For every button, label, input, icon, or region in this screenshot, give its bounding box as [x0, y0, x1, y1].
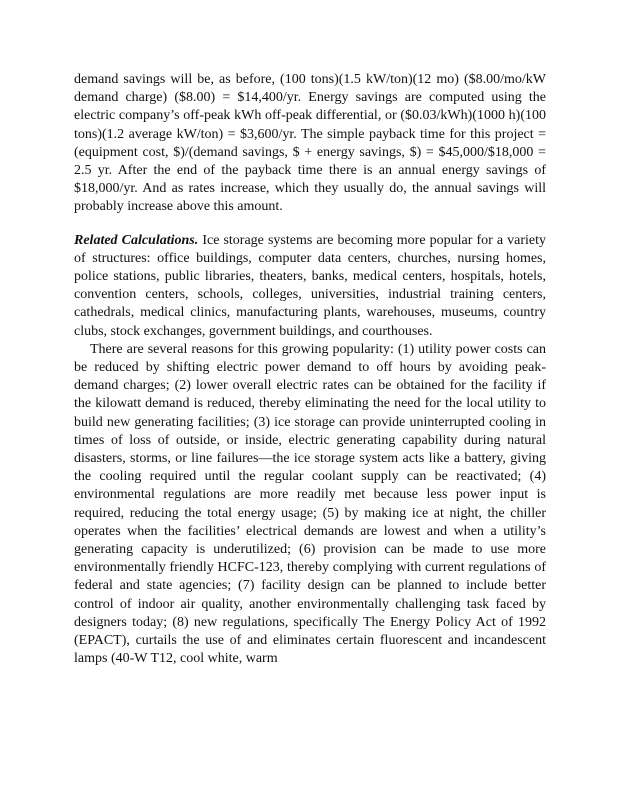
paragraph-payback-calculation: demand savings will be, as before, (100 tons)(1.5 kW/ton)(12 mo) ($8.00/mo/kW demand charge) ($8.00) = $14,400/yr. Energy savings are computed using the electric company’s off-peak kWh off-peak differential, or ($0.03/kWh)(1000 h)(100 tons)(1.2 average kW/ton) = $3,600/yr. The simple payback time for this project = (equipment cost, $)/(demand savings, $ + energy savings, $) = $45,000/$18,000 = 2.5 yr. After the end of the payback time there is an annual energy savings of $18,000/yr. And as rates increase, which they usually do, the annual savings will probably increase above this amount. — [74, 72, 546, 215]
paragraph-related-calculations — [74, 232, 546, 341]
paragraph-related-calculations-text: Ice storage systems are becoming more popular for a variety of structures: office buildings, computer data centers, churches, nursing homes, police stations, public libraries, theaters, banks, medical centers, hospitals, hotels, convention centers, schools, colleges, universities, industrial training centers, cathedrals, medical clinics, manufacturing plants, warehouses, museums, country clubs, stock exchanges, government buildings, and courthouses. — [74, 232, 546, 339]
document-page — [74, 71, 546, 669]
paragraph-reasons-list: There are several reasons for this growing popularity: (1) utility power costs can be reduced by shifting electric power demand to off hours by avoiding peak-demand charges; (2) lower overall electric rates can be obtained for the facility if the kilowatt demand is reduced, thereby eliminating the need for the local utility to build new generating facilities; (3) ice storage can provide uninterrupted cooling in times of loss of outside, or inside, electric generating capability during natural disasters, storms, or line failures—the ice storage system acts like a battery, giving the cooling required until the regular coolant supply can be reactivated; (4) environmental regulations are more readily met because less power input is required, reducing the total energy usage; (5) by making ice at night, the chiller operates when the facilities’ electrical demands are lowest and when a utility’s generating capacity is underutilized; (6) provision can be made to use more environmentally friendly HCFC-123, thereby complying with current regulations of federal and state agencies; (7) facility design can be planned to include better control of indoor air quality, another environmentally challenging task faced by designers today; (8) new regulations, specifically The Energy Policy Act of 1992 (EPACT), curtails the use of and eliminates certain fluorescent and incandescent lamps (40-W T12, cool white, warm — [74, 341, 546, 667]
section-heading: Related Calculations. — [74, 232, 199, 248]
paragraph-spacer — [74, 217, 546, 232]
